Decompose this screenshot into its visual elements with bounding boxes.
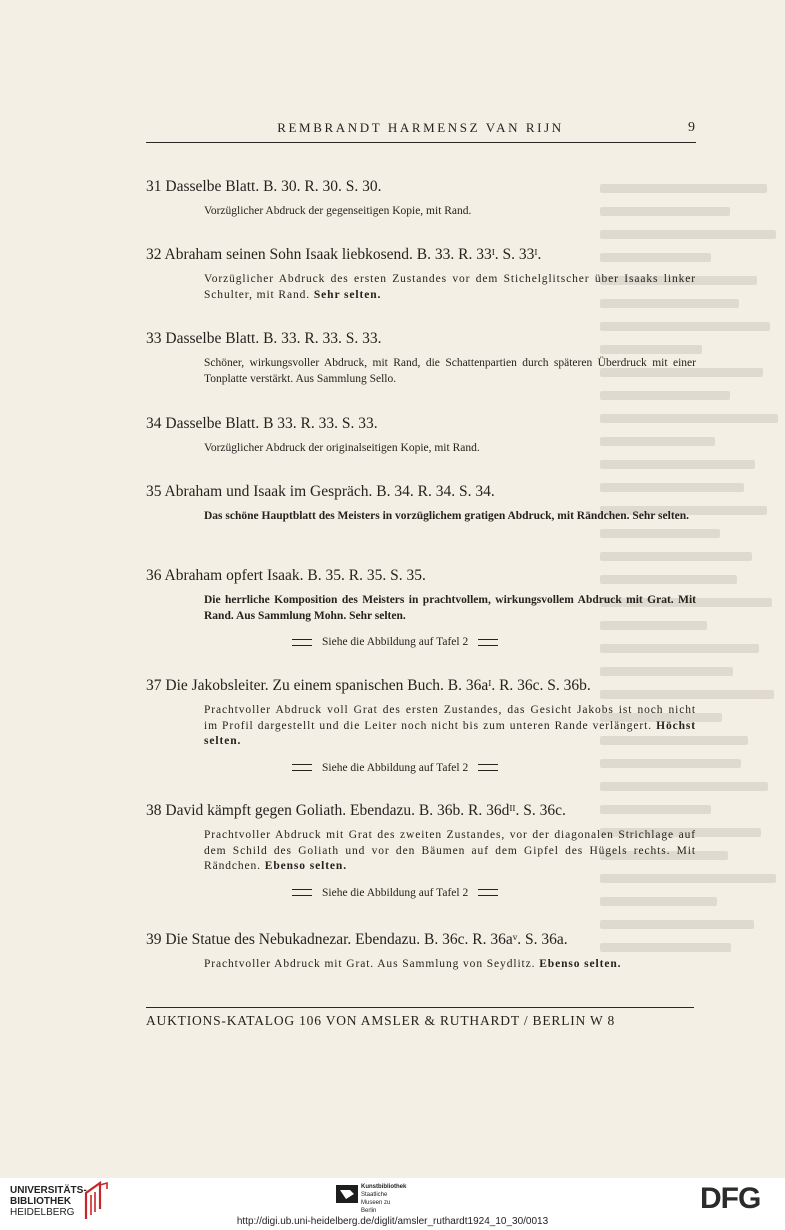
rarity-note: Höchst selten. — [204, 719, 696, 747]
lot-33 — [146, 330, 696, 387]
double-rule — [292, 639, 312, 646]
rarity-note: Sehr selten. — [313, 288, 382, 301]
lot-34 — [146, 415, 696, 457]
lot-38 — [146, 802, 696, 899]
lot-32 — [146, 246, 696, 303]
page-number: 9 — [688, 120, 695, 135]
kb-name: Kunstbibliothek — [361, 1184, 407, 1190]
uni-name-line3: HEIDELBERG — [10, 1207, 75, 1218]
lot-heading: 39 Die Statue des Nebukadnezar. Ebendazu. B. 36c. R. 36aᵛ. S. 36a. — [146, 931, 568, 948]
permalink-url[interactable]: http://digi.ub.uni-heidelberg.de/diglit/amsler_ruthardt1924_10_30/0013 — [236, 1216, 549, 1227]
university-library-logo-text[interactable] — [10, 1185, 87, 1218]
lot-description: Vorzüglicher Abdruck der originalseitigen Kopie, mit Rand. — [204, 442, 480, 454]
plate-reference-text: Siehe die Abbildung auf Tafel 2 — [322, 636, 469, 648]
plate-reference — [292, 762, 696, 774]
lot-description: Prachtvoller Abdruck voll Grat des ersten Zustandes, das Gesicht Jakobs ist noch nicht im Profil dargestellt und die Leiter noch nicht bis zum unteren Rande verlängert. Höchst selten. — [204, 704, 696, 747]
catalog-footer: AUKTIONS-KATALOG 106 VON AMSLER & RUTHARDT / BERLIN W 8 — [146, 1013, 616, 1028]
dfg-logo[interactable]: DFG — [700, 1182, 761, 1215]
lot-description: Prachtvoller Abdruck mit Grat. Aus Sammlung von Seydlitz. Ebenso selten. — [204, 958, 622, 970]
header-title: REMBRANDT HARMENSZ VAN RIJN — [277, 120, 564, 135]
plate-reference — [292, 636, 696, 648]
double-rule — [478, 639, 498, 646]
double-rule — [478, 889, 498, 896]
lot-35 — [146, 483, 696, 525]
lot-description: Die herrliche Komposition des Meisters in prachtvollem, wirkungsvollem Abdruck mit Grat. Mit Rand. Aus Sammlung Mohn. Sehr selten. — [204, 594, 696, 622]
lot-description: Vorzüglicher Abdruck der gegenseitigen Kopie, mit Rand. — [204, 205, 472, 217]
lot-heading: 31 Dasselbe Blatt. B. 30. R. 30. S. 30. — [146, 178, 382, 195]
running-header — [146, 120, 695, 142]
footer-rule — [146, 1007, 694, 1008]
lot-description: Prachtvoller Abdruck mit Grat des zweiten Zustandes, vor der diagonalen Strichlage auf dem Schild des Goliath und vor den Bäumen auf dem Gipfel des Hügels rechts. Mit Rändchen. Ebenso selten. — [204, 829, 696, 872]
rarity-note: Ebenso selten. — [539, 958, 622, 970]
kunstbibliothek-icon — [336, 1185, 358, 1203]
double-rule — [478, 764, 498, 771]
lot-description: Das schöne Hauptblatt des Meisters in vorzüglichem gratigen Abdruck, mit Rändchen. Sehr selten. — [204, 510, 690, 522]
uni-name-line2: BIBLIOTHEK — [10, 1196, 72, 1207]
double-rule — [292, 889, 312, 896]
uni-name-line1: UNIVERSITÄTS- — [10, 1185, 87, 1196]
lot-heading: 33 Dasselbe Blatt. B. 33. R. 33. S. 33. — [146, 330, 382, 347]
lot-39 — [146, 931, 696, 973]
lot-heading: 34 Dasselbe Blatt. B 33. R. 33. S. 33. — [146, 415, 378, 432]
lot-36 — [146, 567, 696, 648]
lot-37 — [146, 677, 696, 774]
lot-heading: 35 Abraham und Isaak im Gespräch. B. 34. R. 34. S. 34. — [146, 483, 495, 500]
lot-heading: 38 David kämpft gegen Goliath. Ebendazu. B. 36b. R. 36dᴵᴵ. S. 36c. — [146, 802, 566, 819]
lot-heading: 32 Abraham seinen Sohn Isaak liebkosend. B. 33. R. 33ᴵ. S. 33ᴵ. — [146, 246, 542, 263]
kb-subtitle: Staatliche Museen zu Berlin — [361, 1192, 391, 1214]
university-library-logo-icon[interactable] — [80, 1181, 110, 1221]
plate-reference-text: Siehe die Abbildung auf Tafel 2 — [322, 886, 469, 899]
lot-heading: 36 Abraham opfert Isaak. B. 35. R. 35. S. 35. — [146, 567, 426, 584]
lot-heading: 37 Die Jakobsleiter. Zu einem spanischen Buch. B. 36aᴵ. R. 36c. S. 36b. — [146, 677, 591, 694]
lot-description: Schöner, wirkungsvoller Abdruck, mit Rand, die Schattenpartien durch späteren Überdruck mit einer Tonplatte verstärkt. Aus Sammlung Sello. — [204, 357, 696, 385]
lot-31 — [146, 178, 696, 220]
plate-reference-text: Siehe die Abbildung auf Tafel 2 — [322, 761, 469, 774]
lot-description: Vorzüglicher Abdruck des ersten Zustandes vor dem Stichelglitscher über Isaaks linker Schulter, mit Rand. Sehr selten. — [204, 273, 696, 301]
header-rule — [146, 142, 696, 143]
rarity-note: Ebenso selten. — [264, 860, 347, 872]
double-rule — [292, 764, 312, 771]
plate-reference — [292, 887, 696, 899]
